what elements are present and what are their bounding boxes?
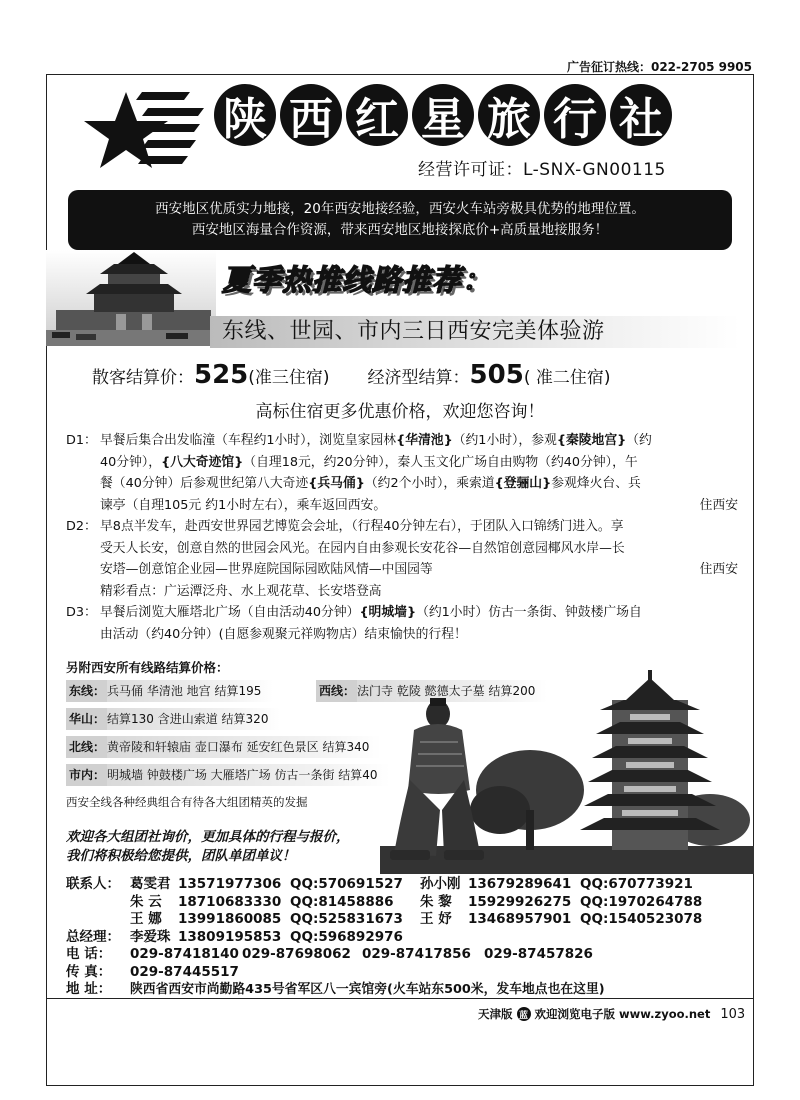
- attraction-highlight: {华清池}: [396, 433, 453, 448]
- tel-number: 029-87457826: [484, 946, 593, 962]
- gm-phone: 13809195853: [178, 928, 282, 945]
- brand-char: 红: [346, 84, 408, 146]
- route-text: 兵马俑 华清池 地宫 结算195: [107, 684, 262, 698]
- contact-qq: QQ:570691527: [290, 876, 403, 892]
- fax-label: 传 真：: [66, 963, 112, 980]
- brand-char: 陕: [214, 84, 276, 146]
- contact-qq: QQ:670773921: [580, 876, 693, 892]
- tel-number: 029-87418140: [130, 946, 239, 962]
- route-text: 结算130 含进山索道 结算320: [107, 712, 269, 726]
- ad-hotline: 广告征订热线：022-2705 9905: [566, 60, 752, 74]
- footer-divider: [46, 998, 754, 999]
- routes-footnote: 西安全线各种经典组合有待各大组团精英的发掘: [66, 795, 308, 809]
- price-value: 505: [469, 360, 524, 390]
- attraction-highlight: {兵马俑}: [308, 476, 365, 491]
- gm-label: 总经理：: [66, 928, 120, 945]
- price-line: [92, 360, 611, 390]
- route-price-item: [66, 708, 280, 730]
- itinerary-line: 早餐后集合出发临潼（车程约1小时），浏览皇家园林{华清池}（约1小时），参观{秦陵地宫}（约: [100, 433, 652, 448]
- contact-name: 孙小刚: [420, 876, 461, 892]
- address-text: 陕西省西安市尚勤路435号省军区八一宾馆旁(火车站东500米，发车地点也在这里): [130, 982, 605, 997]
- attraction-highlight: {八大奇迹馆}: [161, 454, 244, 470]
- welcome-line: 我们将积极给您提供，团队单团单议！: [66, 848, 296, 864]
- contact-phone: 13991860085: [178, 911, 282, 927]
- tel-label: 电 话：: [66, 946, 112, 962]
- route-text: 明城墙 钟鼓楼广场 大雁塔广场 仿古一条街 结算40: [107, 768, 378, 782]
- contact-name: 王 娜: [130, 911, 162, 927]
- itinerary-day: [66, 602, 738, 645]
- page-number: 103: [720, 1006, 746, 1022]
- brand-char: 行: [544, 84, 606, 146]
- page-footer: [478, 1006, 745, 1022]
- price-label: 经济型结算：: [367, 368, 470, 388]
- day-label: D2：: [66, 519, 97, 534]
- itinerary-line: 受天人长安，创意自然的世园会风光。在园内自由参观长安花谷—自然馆创意园椰风水岸—长: [100, 540, 625, 556]
- stay-note: 住西安: [699, 497, 738, 513]
- red-star-logo-icon: [78, 86, 208, 172]
- intro-banner: [68, 190, 732, 250]
- itinerary-line: 谏亭（自理105元 约1小时左右），乘车返回西安。: [100, 497, 387, 513]
- gm-qq: QQ:596892976: [290, 928, 403, 945]
- brand-char: 社: [610, 84, 672, 146]
- itinerary-line: 早8点半发车，赴西安世界园艺博览会会址，（行程40分钟左右），于团队入口锦绣门进入。享: [100, 519, 624, 534]
- route-price-item: [66, 680, 273, 702]
- route-text: 黄帝陵和轩辕庙 壶口瀑布 延安红色景区 结算340: [107, 740, 370, 754]
- brand-char: 星: [412, 84, 474, 146]
- tel-number: 029-87698062: [242, 946, 351, 962]
- itinerary-line: 餐（40分钟）后参观世纪第八大奇迹{兵马俑}（约2个小时），乘索道{登骊山}参观烽火台、兵: [100, 476, 641, 491]
- contact-phone: 18710683330: [178, 893, 282, 910]
- route-label: 市内：: [66, 764, 107, 786]
- welcome-line: 欢迎各大组团社询价，更加具体的行程与报价，: [66, 829, 350, 845]
- itinerary-line: 由活动（约40分钟）(自愿参观聚元祥购物店）结束愉快的行程！: [100, 626, 467, 642]
- contact-phone: 13571977306: [178, 876, 282, 892]
- edition-badge-icon: 蓝: [517, 1007, 531, 1021]
- license-number: 经营许可证：L-SNX-GN00115: [418, 160, 666, 180]
- banner-line: 西安地区海量合作资源，带来西安地区地接探底价+高质量地接服务！: [191, 222, 609, 238]
- contact-name: 朱 黎: [420, 893, 452, 910]
- bell-tower-image: [46, 250, 216, 346]
- banner-line: 西安地区优质实力地接，20年西安地接经验，西安火车站旁极具优势的地理位置。: [155, 201, 645, 217]
- contact-qq: QQ:525831673: [290, 911, 403, 927]
- itinerary-line: 早餐后浏览大雁塔北广场（自由活动40分钟）{明城墙}（约1小时）仿古一条街、钟鼓楼广场自: [100, 605, 642, 620]
- route-text: 法门寺 乾陵 懿德太子墓 结算200: [357, 684, 536, 698]
- price-label: 散客结算价：: [92, 368, 194, 388]
- contact-phone: 13468957901: [468, 911, 572, 927]
- itinerary-day: [66, 430, 738, 516]
- route-label: 东线：: [66, 680, 107, 702]
- brand-char: 旅: [478, 84, 540, 146]
- all-routes-title: 另附西安所有线路结算价格：: [66, 660, 229, 675]
- agency-name: [214, 84, 672, 146]
- route-title: 东线、世园、市内三日西安完美体验游: [222, 319, 605, 344]
- brand-char: 西: [280, 84, 342, 146]
- tel-number: 029-87417856: [362, 946, 471, 962]
- welcome-message: [66, 828, 350, 866]
- contact-name: 王 妤: [420, 911, 452, 927]
- footer-slogan: 欢迎浏览电子版 www.zyoo.net: [534, 1007, 711, 1021]
- day-label: D3：: [66, 605, 97, 620]
- summer-title: 夏季热推线路推荐：: [222, 263, 493, 297]
- attraction-highlight: {明城墙}: [359, 605, 417, 620]
- route-label: 北线：: [66, 736, 107, 758]
- contact-name: 葛雯君: [130, 876, 171, 892]
- itinerary-line: 精彩看点：广运潭泛舟、水上观花草、长安塔登高: [100, 583, 382, 599]
- contact-qq: QQ:1970264788: [580, 893, 703, 910]
- terracotta-pagoda-image: [380, 670, 754, 874]
- attraction-highlight: {登骊山}: [494, 476, 552, 491]
- address-label: 地 址：: [66, 981, 112, 997]
- contact-phone: 15929926275: [468, 893, 572, 910]
- day-label: D1：: [66, 433, 97, 448]
- edition-label: 天津版: [478, 1007, 513, 1021]
- hotel-note: 高标住宿更多优惠价格，欢迎您咨询！: [255, 402, 545, 422]
- price-value: 525: [194, 360, 249, 390]
- contact-qq: QQ:81458886: [290, 893, 394, 910]
- itinerary: [66, 430, 738, 645]
- contact-qq: QQ:1540523078: [580, 911, 703, 927]
- itinerary-line: 安塔—创意馆企业园—世界庭院国际园欧陆风情—中国园等: [100, 562, 433, 577]
- fax-number: 029-87445517: [130, 963, 239, 980]
- route-label: 西线：: [316, 680, 357, 702]
- contact-label: 联系人：: [66, 876, 120, 892]
- route-price-item: [66, 736, 381, 758]
- gm-name: 李爱珠: [130, 928, 171, 945]
- contact-phone: 13679289641: [468, 876, 572, 892]
- itinerary-day: [66, 516, 738, 602]
- price-note: ( 准二住宿): [523, 368, 611, 388]
- itinerary-line: 40分钟），{八大奇迹馆}（自理18元，约20分钟），秦人玉文化广场自由购物（约40分钟），午: [100, 454, 638, 470]
- attraction-highlight: {秦陵地宫}: [556, 433, 627, 448]
- price-note: (准三住宿): [248, 368, 330, 388]
- stay-note: 住西安: [699, 562, 738, 577]
- route-label: 华山：: [66, 708, 107, 730]
- contact-name: 朱 云: [130, 893, 162, 910]
- route-price-item: [66, 764, 390, 786]
